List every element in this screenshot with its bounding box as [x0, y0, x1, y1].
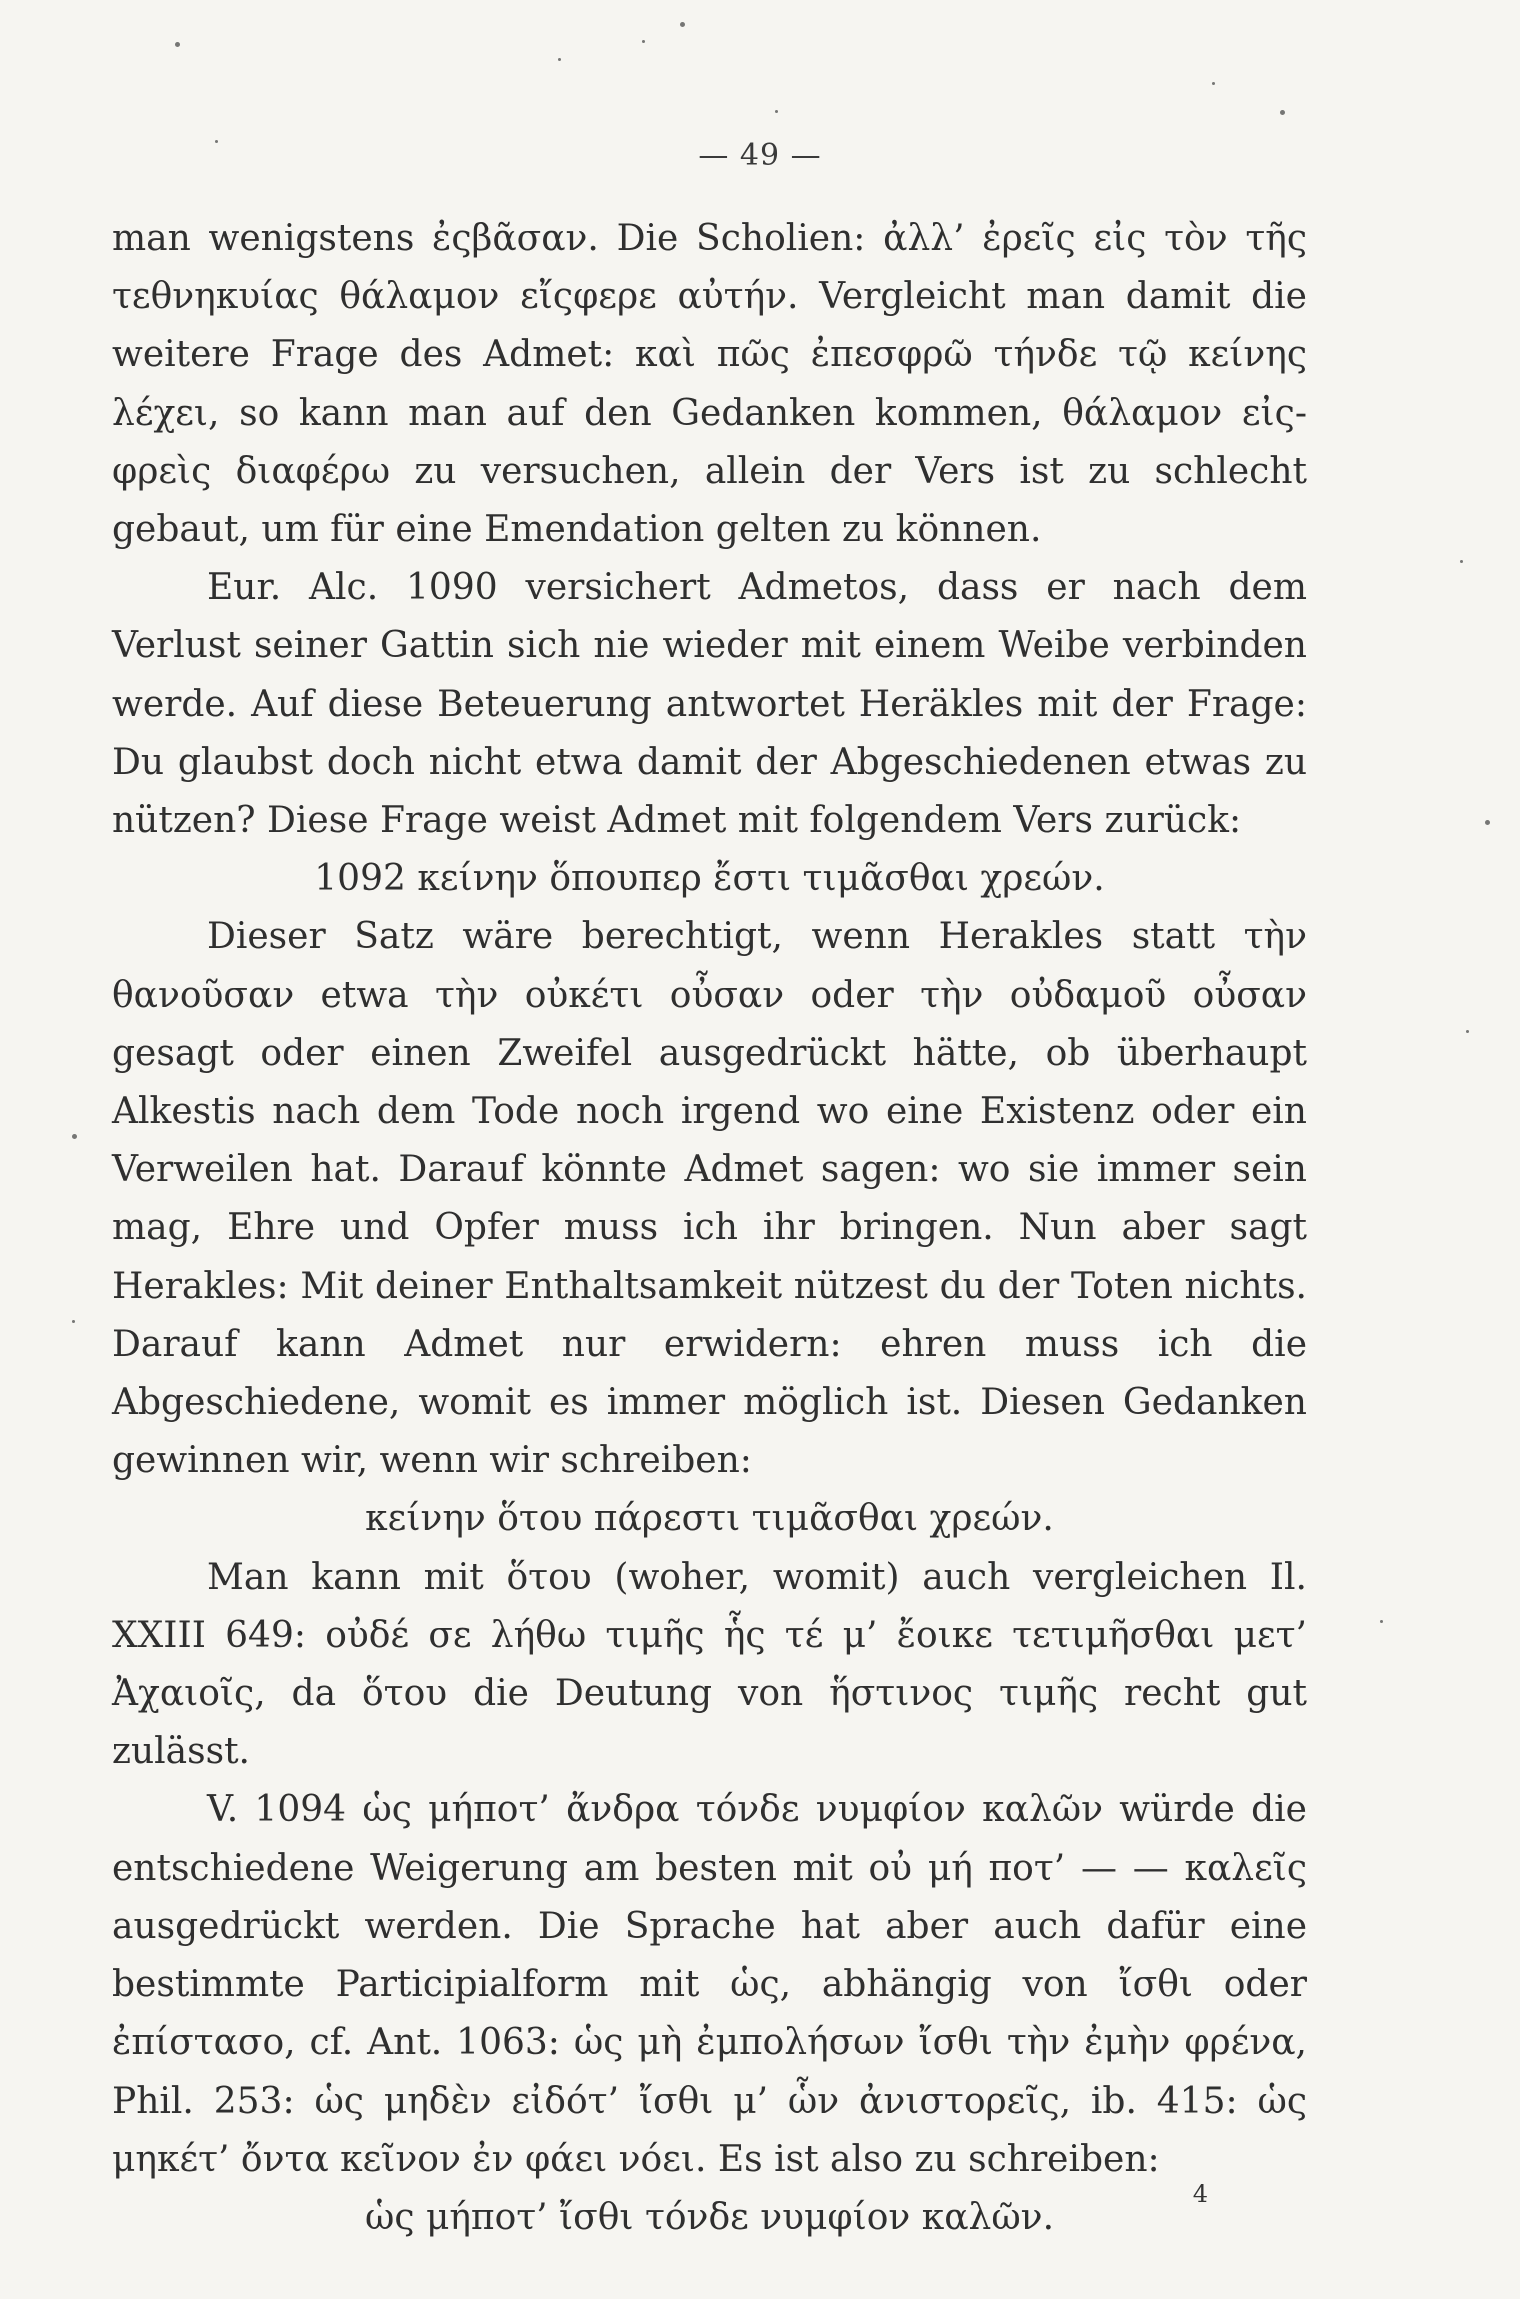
paragraph: man wenigstens ἐςβᾶσαν. Die Scholien: ἀλλ’ ἐρεῖς εἰς τὸν τῆς τεθνηκυίας θάλαμον εἴςφερε αὐτήν. Vergleicht man damit die weitere Frage des Admet: καὶ πῶς ἐπεσφρῶ τήνδε τῷ κείνης λέχει, so kann man auf den Gedanken kommen, θάλαμον εἰς-φρεὶς διαφέρω zu versuchen, allein der Vers ist zu schlecht gebaut, um für eine Emendation gelten zu können. — [112, 218, 1307, 551]
verse-line: ὡς μήποτ’ ἴσθι τόνδε νυμφίον καλῶν. — [364, 2196, 1055, 2238]
speck-mark — [72, 1320, 75, 1323]
speck-mark — [1380, 1620, 1383, 1623]
paragraph: Man kann mit ὅτου (woher, womit) auch vergleichen Il. XXIII 649: οὐδέ σε λήθω τιμῆς ἧς τέ μ’ ἔοικε τετιμῆσθαι μετ’ Ἀχαιοῖς, da ὅτου die Deutung von ἥστινος τιμῆς recht gut zulässt. — [112, 1556, 1307, 1773]
speck-mark — [72, 1134, 77, 1139]
paragraph: Eur. Alc. 1090 versichert Admetos, dass er nach dem Verlust seiner Gattin sich nie wieder mit einem Weibe verbinden werde. Auf diese Beteuerung antwortet Heräkles mit der Frage: Du glaubst doch nicht etwa damit der Abgeschiedenen etwas zu nützen? Diese Frage weist Admet mit folgendem Vers zurück: — [112, 567, 1307, 842]
page-number-header: — 49 — — [698, 138, 822, 173]
speck-mark — [558, 58, 561, 61]
speck-mark — [680, 22, 685, 27]
speck-mark — [1460, 560, 1463, 563]
speck-mark — [1485, 820, 1490, 825]
paragraph: V. 1094 ὡς μήποτ’ ἄνδρα τόνδε νυμφίον καλῶν würde die entschiedene Weigerung am besten mit οὐ μή ποτ’ — — καλεῖς ausgedrückt werden. Die Sprache hat aber auch dafür eine bestimmte Participialform mit ὡς, abhängig von ἴσθι oder ἐπίστασο, cf. Ant. 1063: ὡς μὴ ἐμπολήσων ἴσθι τὴν ἐμὴν φρένα, Phil. 253: ὡς μηδὲν εἰδότ’ ἴσθι μ’ ὧν ἀνιστορεῖς, ib. 415: ὡς μηκέτ’ ὄντα κεῖνον ἐν φάει νόει. Es ist also zu schreiben: — [112, 1789, 1307, 2180]
verse-line: κείνην ὅτου πάρεστι τιμᾶσθαι χρεών. — [365, 1498, 1054, 1540]
paragraph: Dieser Satz wäre berechtigt, wenn Herakles statt τὴν θανοῦσαν etwa τὴν οὐκέτι οὖσαν oder τὴν οὐδαμοῦ οὖσαν gesagt oder einen Zweifel ausgedrückt hätte, ob überhaupt Alkestis nach dem Tode noch irgend wo eine Existenz oder ein Verweilen hat. Darauf könnte Admet sagen: wo sie immer sein mag, Ehre und Opfer muss ich ihr bringen. Nun aber sagt Herakles: Mit deiner Enthaltsamkeit nützest du der Toten nichts. Darauf kann Admet nur erwidern: ehren muss ich die Abgeschiedene, womit es immer möglich ist. Diesen Gedanken gewinnen wir, wenn wir schreiben: — [112, 916, 1307, 1482]
speck-mark — [775, 110, 778, 113]
verse-line: 1092 κείνην ὅπουπερ ἔστι τιμᾶσθαι χρεών. — [314, 858, 1105, 900]
signature-mark: 4 — [1192, 2180, 1208, 2208]
speck-mark — [1212, 82, 1215, 85]
speck-mark — [642, 40, 645, 43]
page-body — [112, 210, 1307, 2247]
speck-mark — [175, 42, 180, 47]
speck-mark — [1466, 1030, 1469, 1033]
speck-mark — [1280, 110, 1285, 115]
